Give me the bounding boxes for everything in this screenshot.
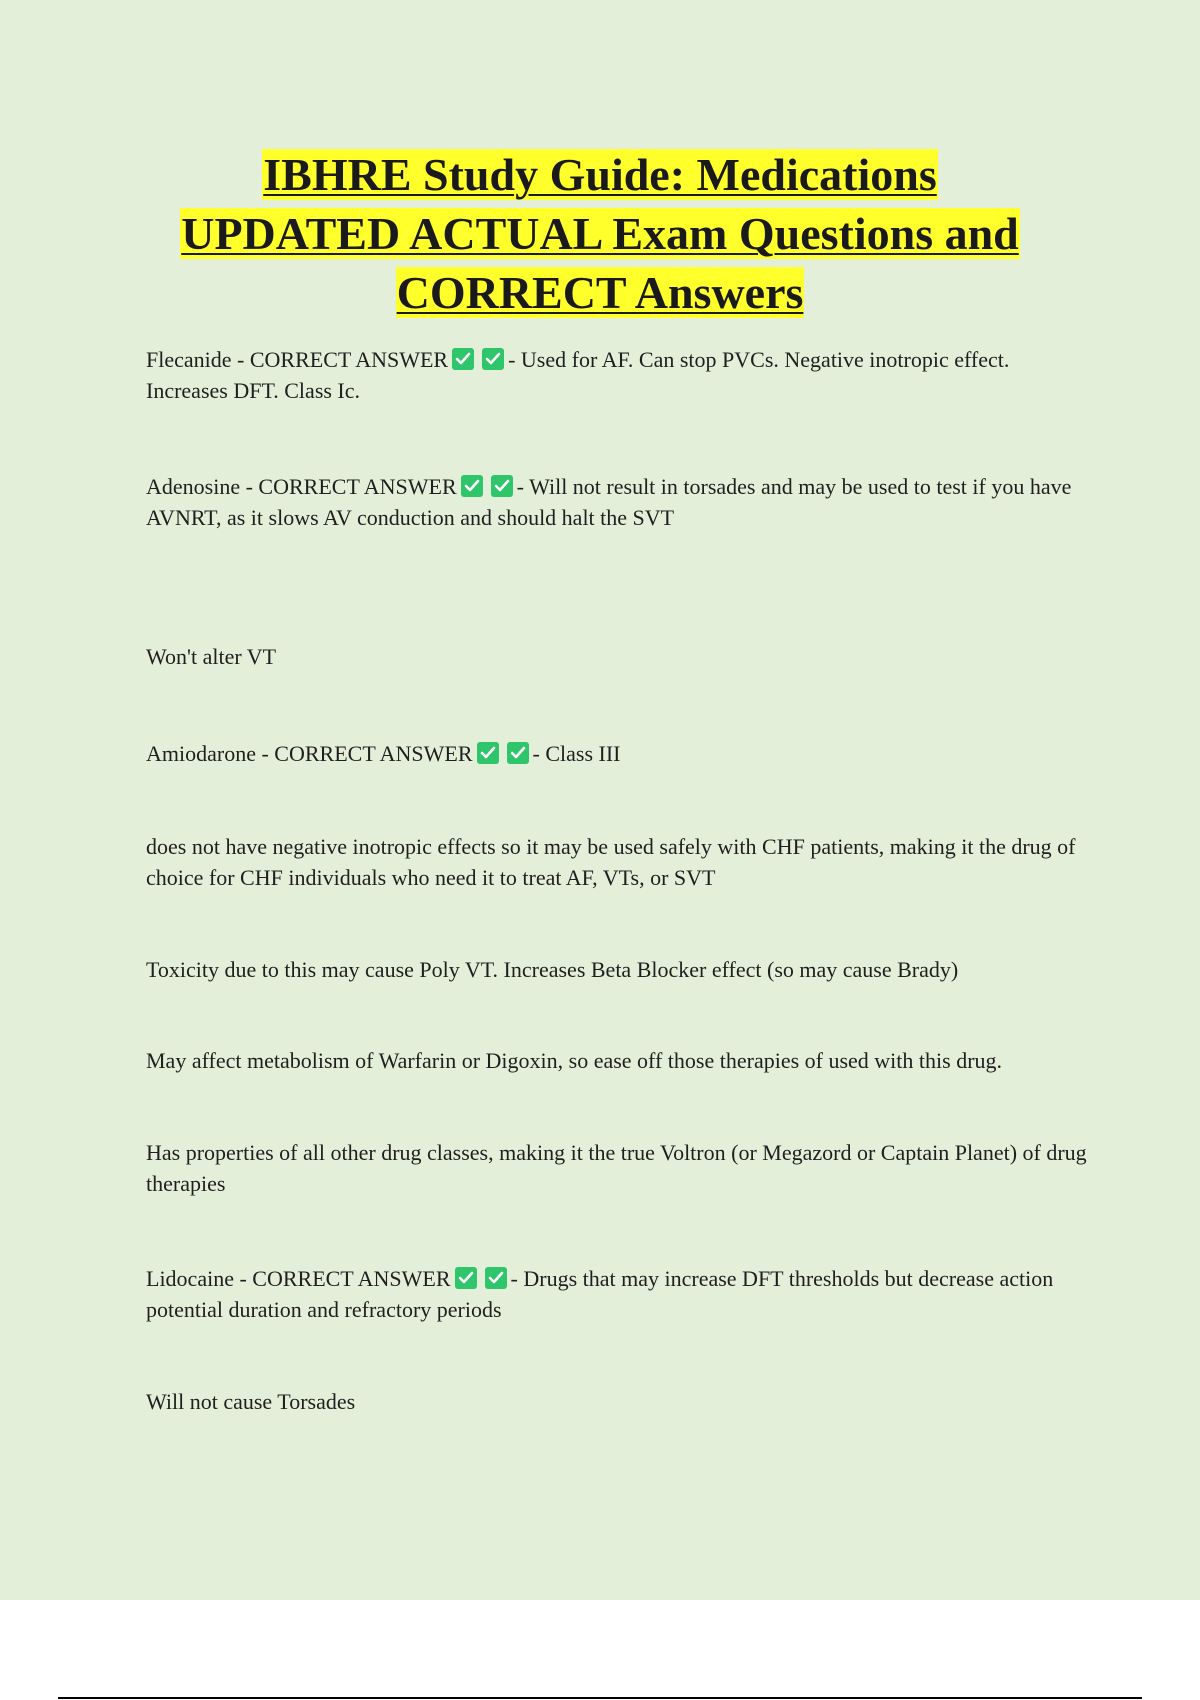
entry-flecanide <box>146 344 1096 406</box>
check-box-icon <box>485 1267 507 1289</box>
note-text: Won't alter VT <box>146 644 277 669</box>
entry-answer: - Used for AF. Can stop PVCs. Negative inotropic effect. Increases DFT. Class Ic. <box>146 347 1010 403</box>
title-line-1: IBHRE Study Guide: Medications <box>263 149 937 200</box>
check-box-icon <box>507 742 529 764</box>
entry-term: Lidocaine - CORRECT ANSWER <box>146 1266 451 1291</box>
check-box-icon <box>482 348 504 370</box>
title-line-2: UPDATED ACTUAL Exam Questions and <box>181 208 1019 259</box>
note-text: Toxicity due to this may cause Poly VT. Increases Beta Blocker effect (so may cause Brady) <box>146 957 959 982</box>
note-text: does not have negative inotropic effects so it may be used safely with CHF patients, making it the drug of choice for CHF individuals who need it to treat AF, VTs, or SVT <box>146 834 1076 890</box>
entry-lidocaine <box>146 1263 1096 1325</box>
check-box-icon <box>491 475 513 497</box>
footer-divider <box>58 1697 1142 1699</box>
entry-answer: - Will not result in torsades and may be used to test if you have AVNRT, as it slows AV conduction and should halt the SVT <box>146 474 1072 530</box>
entry-term: Amiodarone - CORRECT ANSWER <box>146 741 473 766</box>
note-text: Will not cause Torsades <box>146 1389 356 1414</box>
check-box-icon <box>477 742 499 764</box>
note-text: Has properties of all other drug classes, making it the true Voltron (or Megazord or Captain Planet) of drug therapies <box>146 1140 1087 1196</box>
check-box-icon <box>452 348 474 370</box>
entry-answer: - Drugs that may increase DFT thresholds but decrease action potential duration and refractory periods <box>146 1266 1054 1322</box>
entry-adenosine <box>146 471 1096 533</box>
entry-answer: - Class III <box>532 741 621 766</box>
check-box-icon <box>455 1267 477 1289</box>
check-box-icon <box>461 475 483 497</box>
entry-term: Adenosine - CORRECT ANSWER <box>146 474 457 499</box>
entry-term: Flecanide - CORRECT ANSWER <box>146 347 449 372</box>
entry-amiodarone <box>146 738 1096 769</box>
title-line-3: CORRECT Answers <box>396 267 804 318</box>
note-text: May affect metabolism of Warfarin or Digoxin, so ease off those therapies of used with this drug. <box>146 1048 1003 1073</box>
document-title <box>100 145 1100 322</box>
